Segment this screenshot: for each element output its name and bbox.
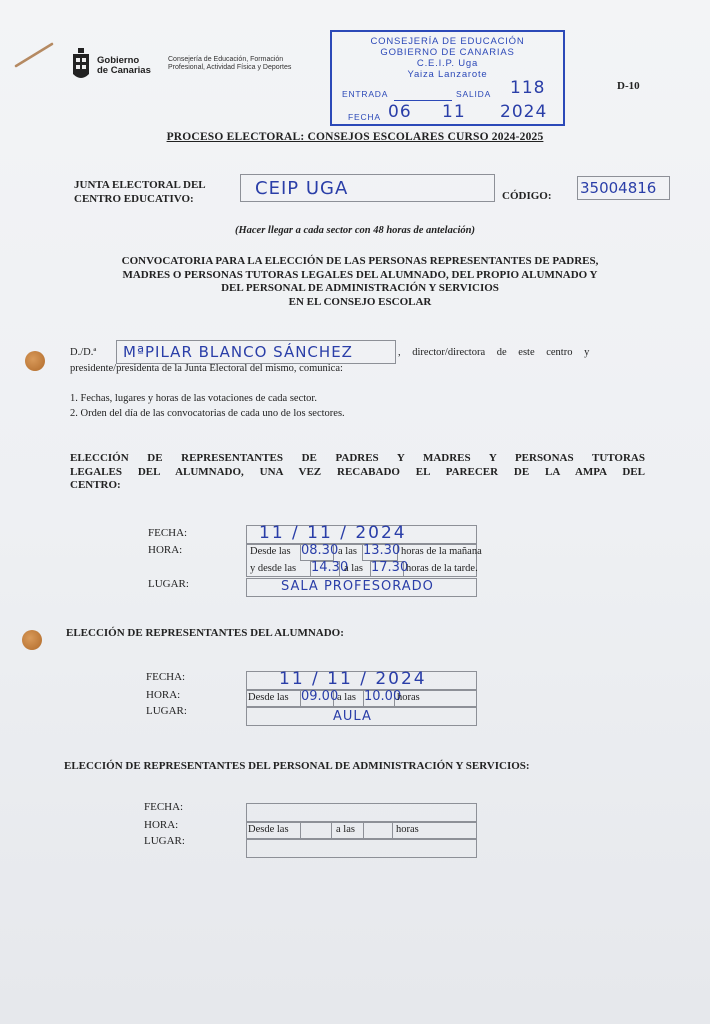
stamp-fecha-day: 06 — [388, 102, 412, 122]
logo-name-line1: Gobierno — [97, 55, 140, 66]
alumnado-h-from: 09.00 — [301, 689, 339, 704]
centro-field[interactable] — [240, 174, 495, 202]
pas-lugar-label: LUGAR: — [144, 835, 185, 847]
director-line2: presidente/presidenta de la Junta Electoral del mismo, comunica: — [70, 363, 343, 374]
document-code: D-10 — [617, 80, 640, 92]
padres-a-las: a las — [338, 546, 357, 557]
codigo-field[interactable] — [577, 176, 670, 200]
stamp-salida-value: 118 — [510, 78, 546, 98]
alumnado-horas: horas — [397, 692, 420, 703]
padres-h2-from: 14.30 — [311, 560, 349, 575]
padres-desde-las: Desde las — [250, 546, 291, 557]
convocatoria-line1: CONVOCATORIA PARA LA ELECCIÓN DE LAS PERSONAS REPRESENTANTES DE PADRES, — [121, 255, 599, 267]
junta-label-line1: JUNTA ELECTORAL DEL — [74, 179, 206, 191]
padres-title-line3: CENTRO: — [70, 479, 121, 491]
department-name — [168, 56, 318, 72]
document-title: PROCESO ELECTORAL: CONSEJOS ESCOLARES CURSO 2024-2025 — [166, 131, 544, 143]
punch-hole — [22, 630, 42, 650]
padres-manana-suffix: horas de la mañana — [401, 546, 482, 557]
director-name: MªPILAR BLANCO SÁNCHEZ — [123, 343, 353, 361]
padres-fecha-label: FECHA: — [148, 527, 188, 539]
alumnado-title: ELECCIÓN DE REPRESENTANTES DEL ALUMNADO: — [66, 627, 344, 639]
alumnado-fecha-label: FECHA: — [146, 671, 186, 683]
codigo-label: CÓDIGO: — [502, 190, 552, 202]
padres-title — [70, 452, 645, 493]
logo-name-line2: de Canarias — [97, 65, 151, 76]
alumnado-lugar-value: AULA — [333, 709, 372, 724]
director-suffix: , director/directora de este centro y — [398, 347, 590, 358]
pas-lugar-field[interactable] — [246, 839, 477, 858]
pas-desde-las: Desde las — [248, 824, 289, 835]
director-prefix: D./D.ª — [70, 347, 97, 358]
pas-fecha-label: FECHA: — [144, 801, 184, 813]
stamp-entrada-line — [394, 100, 452, 101]
stamp-line4: Yaiza Lanzarote — [407, 69, 488, 80]
padres-title-line1: ELECCIÓN DE REPRESENTANTES DE PADRES Y MADRES Y PERSONAS TUTORAS — [70, 452, 645, 464]
dept-line2: Profesional, Actividad Física y Deportes — [168, 64, 292, 71]
pas-fecha-field[interactable] — [246, 803, 477, 822]
convocatoria-heading — [60, 255, 660, 309]
convocatoria-line2: MADRES O PERSONAS TUTORAS LEGALES DEL ALUMNADO, DEL PROPIO ALUMNADO Y — [122, 268, 598, 281]
centro-value: CEIP UGA — [255, 178, 349, 199]
stamp-line1: CONSEJERÍA DE EDUCACIÓN — [370, 36, 525, 47]
padres-lugar-label: LUGAR: — [148, 578, 189, 590]
pas-h-to-cell[interactable] — [363, 822, 393, 839]
padres-lugar-value: SALA PROFESORADO — [281, 579, 434, 594]
alumnado-lugar-field[interactable] — [246, 707, 477, 726]
padres-y-desde-las: y desde las — [250, 563, 297, 574]
pas-h-from-cell[interactable] — [300, 822, 332, 839]
convocatoria-line4: EN EL CONSEJO ESCOLAR — [288, 295, 432, 308]
alumnado-fecha-value: 11 / 11 / 2024 — [279, 669, 427, 689]
stamp-salida-label: SALIDA — [456, 89, 492, 99]
stamp-fecha-month: 11 — [442, 102, 466, 122]
alumnado-hora-label: HORA: — [146, 689, 181, 701]
registration-stamp — [330, 30, 565, 126]
list-item: 2. Orden del día de las convocatorias de cada uno de los sectores. — [70, 408, 345, 419]
padres-lugar-field[interactable] — [246, 578, 477, 597]
pas-a-las: a las — [336, 824, 355, 835]
pas-title: ELECCIÓN DE REPRESENTANTES DEL PERSONAL DE ADMINISTRACIÓN Y SERVICIOS: — [64, 760, 530, 772]
codigo-value: 35004816 — [580, 179, 657, 197]
convocatoria-line3: DEL PERSONAL DE ADMINISTRACIÓN Y SERVICIOS — [221, 282, 499, 294]
padres-fecha-field[interactable] — [246, 525, 477, 544]
gobierno-logo — [70, 48, 151, 84]
punch-hole — [25, 351, 45, 371]
padres-h2-to: 17.30 — [371, 560, 409, 575]
stamp-fecha-year: 2024 — [500, 102, 548, 122]
stamp-line2: GOBIERNO DE CANARIAS — [380, 47, 515, 58]
alumnado-desde-las: Desde las — [248, 692, 289, 703]
junta-label — [74, 178, 206, 206]
junta-label-line2: CENTRO EDUCATIVO: — [74, 193, 194, 205]
stamp-entrada-label: ENTRADA — [342, 89, 389, 99]
padres-fecha-value: 11 / 11 / 2024 — [259, 523, 407, 543]
padres-hora-label: HORA: — [148, 544, 183, 556]
alumnado-h-to: 10.00 — [364, 689, 402, 704]
coat-of-arms-icon — [70, 48, 92, 84]
list-item: 1. Fechas, lugares y horas de las votaciones de cada sector. — [70, 393, 317, 404]
alumnado-fecha-field[interactable] — [246, 671, 477, 690]
padres-h1-from: 08.30 — [301, 543, 339, 558]
stamp-line3: C.E.I.P. Uga — [416, 58, 479, 69]
padres-tarde-suffix: horas de la tarde. — [406, 563, 478, 574]
hint-text: (Hacer llegar a cada sector con 48 horas de antelación) — [234, 225, 476, 236]
dept-line1: Consejería de Educación, Formación — [168, 56, 284, 63]
padres-title-line2: LEGALES DEL ALUMNADO, UNA VEZ RECABADO EL PARECER DE LA AMPA DEL — [70, 465, 645, 478]
padres-a-las-2: a las — [344, 563, 363, 574]
alumnado-a-las: a las — [337, 692, 356, 703]
padres-h1-to: 13.30 — [363, 543, 401, 558]
pas-hora-label: HORA: — [144, 819, 179, 831]
pencil-mark — [14, 40, 56, 70]
director-name-field[interactable] — [116, 340, 396, 364]
alumnado-lugar-label: LUGAR: — [146, 705, 187, 717]
stamp-fecha-label: FECHA — [348, 112, 381, 122]
pas-horas: horas — [396, 824, 419, 835]
